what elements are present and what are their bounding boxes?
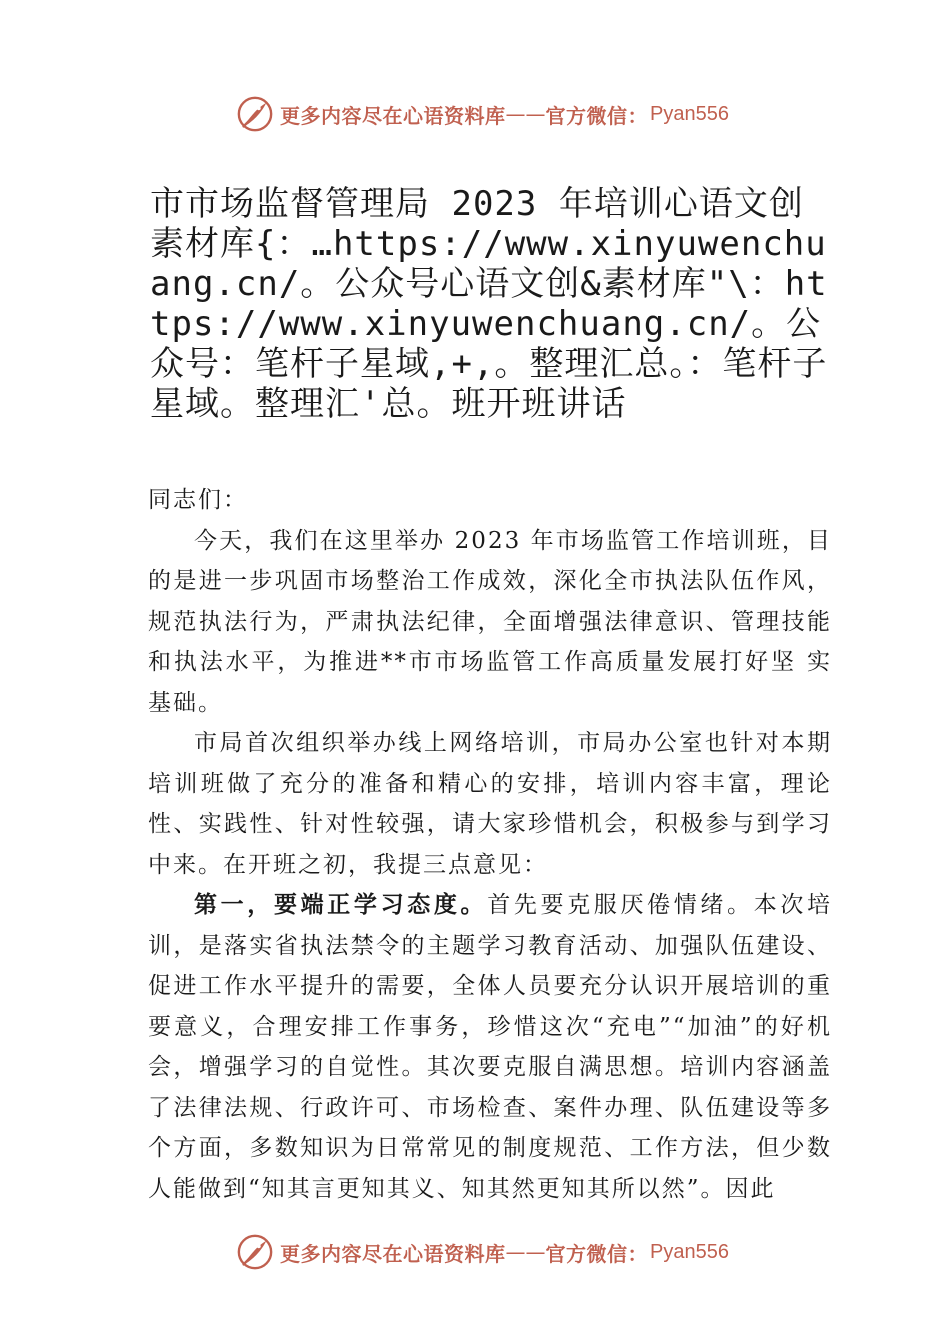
paragraph-point-1: [148, 885, 832, 1209]
banner-label: 官方微信：: [545, 103, 648, 128]
document-title: 市市场监督管理局 2023 年培训心语文创素材库{：…https://www.xinyuwenchuang.cn/。公众号心语文创&素材库"\：https://www.xinyuwenchuang.cn/。公众号：笔杆子星域,+,。整理汇总。：笔杆子星域。整理汇'总。班开班讲话: [150, 184, 828, 424]
header-banner: [236, 94, 756, 134]
point-1-lead: 第一，要端正学习态度。: [194, 891, 488, 918]
document-body: [148, 480, 832, 1209]
paragraph-2: 市局首次组织举办线上网络培训，市局办公室也针对本期培训班做了充分的准备和精心的安排，培训内容丰富，理论性、实践性、针对性较强，请大家珍惜机会，积极参与到学习中来。在开班之初，我提三点意见：: [148, 730, 832, 878]
paragraph-1: 今天，我们在这里举办 2023 年市场监管工作培训班，目的是进一步巩固市场整治工作成效，深化全市执法队伍作风， 规范执法行为，严肃执法纪律，全面增强法律意识、管理技能和执法水平，为推进**市市场监管工作高质量发展打好坚 实基础。: [148, 527, 832, 716]
salutation: 同志们：: [148, 487, 248, 513]
quill-logo-icon: [236, 1233, 274, 1271]
quill-logo-icon: [236, 95, 274, 133]
banner-wechat-id: Pyan556: [650, 102, 729, 125]
footer-banner: [236, 1232, 756, 1272]
banner-wechat-id: Pyan556: [650, 1240, 729, 1263]
banner-separator: ——: [505, 102, 546, 126]
point-1-text: 首先要克服厌倦情绪。本次培训，是落实省执法禁令的主题学习教育活动、加强队伍建设、促进工作水平提升的需要，全体人员要充分认识开展培训的重要意义，合理安排工作事务，珍惜这次“充电”“加油”的好机会，增强学习的自觉性。其次要克服自满思想。培训内容涵盖了法律法规、行政许可、市场检查、案件办理、队伍建设等多个方面，多数知识为日常常见的制度规范、工作方法，但少数人能做到“知其言更知其义、知其然更知其所以然”。因此: [148, 892, 833, 1202]
banner-text: 更多内容尽在心语资料库: [280, 1241, 506, 1266]
banner-separator: ——: [505, 1240, 546, 1264]
banner-text: 更多内容尽在心语资料库: [280, 103, 506, 128]
banner-label: 官方微信：: [545, 1241, 648, 1266]
